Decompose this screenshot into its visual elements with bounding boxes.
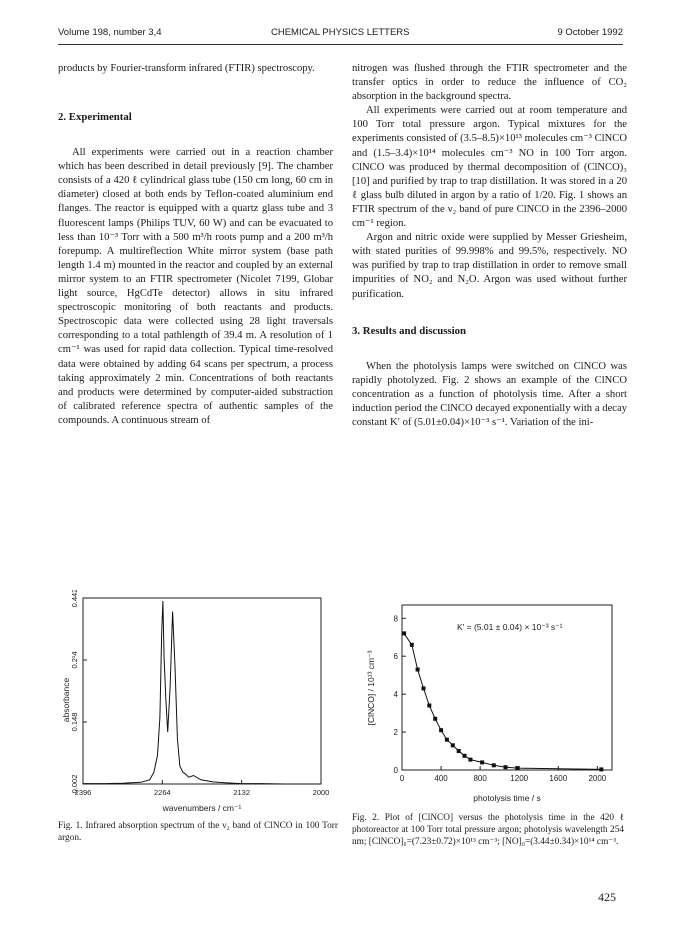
fig2-rate-annotation: K′ = (5.01 ± 0.04) × 10⁻³ s⁻¹ [457, 622, 563, 632]
fig2-data-point [468, 758, 472, 762]
fig1-xlabel: wavenumbers / cm⁻¹ [162, 803, 242, 813]
fig2-data-point [410, 643, 414, 647]
fig2-ylabel: [ClNCO] / 10¹³ cm⁻³ [366, 650, 376, 726]
fig2-data-point [492, 763, 496, 767]
fig1-spectrum-line [83, 601, 321, 784]
header-rule [58, 44, 623, 45]
figure-1 [58, 590, 338, 820]
fig2-data-point [480, 760, 484, 764]
fig2-xlabel: photolysis time / s [473, 793, 541, 803]
right-column [352, 62, 627, 430]
section-heading-results: 3. Results and discussion [352, 324, 467, 337]
figure-1-chart [58, 590, 338, 820]
fig2-fit-curve [404, 633, 601, 769]
fig2-data-point [457, 749, 461, 753]
figure-1-caption: Fig. 1. Infrared absorption spectrum of the ν₂ band of ClNCO in 100 Torr argon. [58, 821, 338, 844]
fig2-ytick-label: 4 [393, 690, 398, 700]
fig1-xtick-label: 2396 [74, 788, 92, 797]
volume-info: Volume 198, number 3,4 [58, 27, 162, 38]
page-number: 425 [598, 890, 616, 904]
fig2-ytick-label: 0 [393, 766, 398, 775]
section-heading-experimental: 2. Experimental [58, 111, 132, 124]
figure-2-caption: Fig. 2. Plot of [ClNCO] versus the photolysis time in the 420 ℓ photoreactor at 100 Torr total pressure argon; photolysis wavelength 254 nm; [ClNCO]₀=(7.23±0.72)×10¹³ cm⁻³; [NO]₀=(3.44±0.34)×10¹⁴ cm⁻³. [352, 813, 624, 848]
fig2-data-point [402, 631, 406, 635]
fig1-ytick-label: 0.442 [70, 590, 79, 608]
fig1-ytick-label: 0.148 [70, 712, 79, 732]
fig2-data-point [445, 738, 449, 742]
fig2-ytick-label: 6 [393, 652, 398, 662]
fig1-ytick-label: 0.2¹4 [70, 651, 79, 669]
fig1-ylabel: absorbance [61, 677, 71, 723]
fig2-data-point [427, 704, 431, 708]
issue-date: 9 October 1992 [557, 27, 623, 38]
fig2-xtick-label: 0 [399, 774, 405, 783]
figure-2-chart [352, 600, 622, 805]
fig2-xtick-label: 2000 [588, 774, 607, 783]
fig2-data-point [416, 668, 420, 672]
fig1-plot-frame [83, 598, 321, 784]
fig2-xtick-label: 800 [473, 774, 487, 783]
fig2-data-point [515, 766, 519, 770]
gases-paragraph: Argon and nitric oxide were supplied by Messer Griesheim, with stated purities of 99.998% and 99.5%, respectively. NO was purified by trap to trap distillation in order to remove small impurities of NO₂ and N₂O. Argon was used without further purification. [352, 232, 627, 300]
fig2-data-point [439, 728, 443, 732]
fig2-data-point [463, 754, 467, 758]
fig1-xtick-label: 2000 [312, 788, 330, 797]
fig2-data-point [422, 686, 426, 690]
fig2-data-point [599, 767, 603, 771]
experimental-paragraph: All experiments were carried out in a reaction chamber which has been described in detail previously [9]. The chamber consists of a 420 ℓ cylindrical glass tube (150 cm long, 60 cm in diameter) closed at both ends by Teflon-coated aluminium end flanges. The reactor is equipped with a quartz glass tube and 3 fluorescent lamps (Philips TUV, 60 W) and can be evacuated to less than 10⁻³ Torr with a 500 m³/h roots pump and a 200 m³/h forepump. A multireflection White mirror system (base path length 1.4 m) mounted in the reactor and coupled by an external mirror system to an FTIR spectrometer (Nicolet 7199, Globar light source, HgCdTe detector) allows in situ infrared spectroscopic monitoring of both reactants and products. Spectroscopic data were collected using 28 light traversals corresponding to a total pathlength of 39.4 m. A resolution of 1 cm⁻¹ was used for rapid data collection. Typical time-resolved data were obtained by adding 64 scans per spectrum, a process taking approximately 2 min. Concentrations of both reactants and products were determined by computer-aided substraction of calibrated reference spectra of authentic samples of the compounds. A continuous stream of [58, 147, 333, 426]
running-header [58, 27, 623, 41]
left-column [58, 62, 333, 428]
fig2-data-point [433, 717, 437, 721]
nitrogen-paragraph: nitrogen was flushed through the FTIR spectrometer and the transfer optics in order to reduce the influence of CO₂ absorption in the background spectra. [352, 63, 627, 103]
intro-paragraph: products by Fourier-transform infrared (FTIR) spectroscopy. [58, 63, 315, 74]
fig1-xtick-label: 2132 [233, 788, 251, 797]
figure-2 [352, 600, 622, 805]
fig2-xtick-label: 1200 [510, 774, 529, 783]
conditions-paragraph: All experiments were carried out at room temperature and 100 Torr total pressure argon. Typical mixtures for the experiments consisted of (3.5–8.5)×10¹³ molecules cm⁻³ ClNCO and (1.5–3.4)×10¹⁴ molecules cm⁻³ NO in 100 Torr argon. ClNCO was produced by thermal decomposition of (ClNCO)₃ [10] and purified by trap to trap distillation. It was stored in a 20 ℓ glass bulb diluted in argon by a ratio of 1/20. Fig. 1 shows an FTIR spectrum of the ν₂ band of pure ClNCO in the 2396–2000 cm⁻¹ region. [352, 105, 627, 230]
fig1-ytick-label: 0.002 [70, 774, 79, 794]
fig2-ytick-label: 8 [393, 614, 398, 624]
fig2-data-point [504, 765, 508, 769]
fig2-xtick-label: 1600 [549, 774, 568, 783]
fig1-xtick-label: 2264 [153, 788, 171, 797]
results-paragraph: When the photolysis lamps were switched on ClNCO was rapidly photolyzed. Fig. 2 shows an example of the ClNCO concentration as a function of photolysis time. After a short induction period the ClNCO decayed exponentially with a decay constant K′ of (5.01±0.04)×10⁻³ s⁻¹. Variation of the ini- [352, 360, 627, 428]
fig2-ytick-label: 2 [393, 728, 398, 738]
journal-title: CHEMICAL PHYSICS LETTERS [271, 27, 410, 38]
fig2-xtick-label: 400 [434, 774, 448, 783]
fig2-data-point [451, 743, 455, 747]
